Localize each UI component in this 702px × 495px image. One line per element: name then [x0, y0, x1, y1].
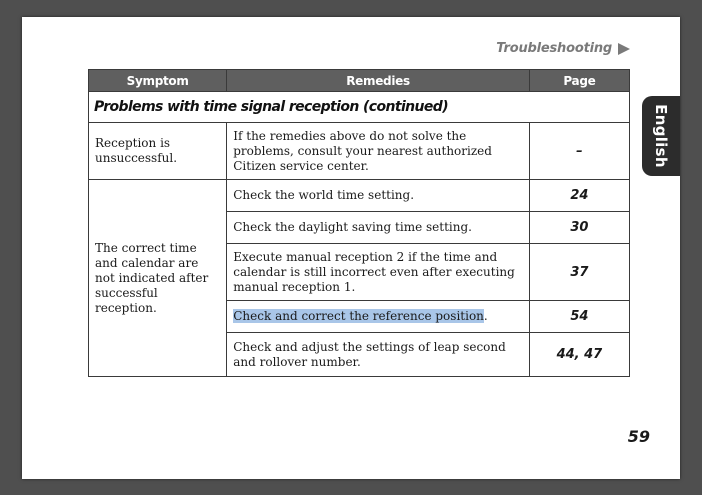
- table-header-row: [89, 70, 630, 92]
- column-header-symptom: Symptom: [89, 70, 227, 92]
- page-ref-cell: 24: [529, 180, 629, 212]
- remedy-cell[interactable]: [227, 301, 530, 333]
- remedy-cell: Check and adjust the settings of leap second and rollover number.: [227, 333, 530, 377]
- page-ref-cell: 44, 47: [529, 333, 629, 377]
- section-header: [496, 41, 630, 56]
- language-tab-label: English: [652, 104, 670, 168]
- symptom-cell: The correct time and calendar are not indicated after successful reception.: [89, 180, 227, 377]
- remedy-cell: Execute manual reception 2 if the time and calendar is still incorrect even after executing manual reception 1.: [227, 244, 530, 301]
- language-tab: [642, 96, 680, 176]
- column-header-page: Page: [529, 70, 629, 92]
- remedy-cell: Check the daylight saving time setting.: [227, 212, 530, 244]
- section-title-cell: Problems with time signal reception (continued): [89, 92, 630, 123]
- triangle-right-icon: [618, 43, 630, 55]
- section-title-row: [89, 92, 630, 123]
- selected-text-highlight[interactable]: Check and correct the reference position: [233, 309, 484, 323]
- manual-page: [22, 17, 680, 479]
- page-ref-cell: 30: [529, 212, 629, 244]
- column-header-remedies: Remedies: [227, 70, 530, 92]
- table-row: [89, 123, 630, 180]
- page-ref-cell: –: [529, 123, 629, 180]
- remedy-text-tail: .: [483, 309, 488, 323]
- symptom-cell: Reception is unsuccessful.: [89, 123, 227, 180]
- remedy-cell: Check the world time setting.: [227, 180, 530, 212]
- troubleshooting-table: [88, 69, 630, 377]
- page-ref-cell: 37: [529, 244, 629, 301]
- page-ref-cell: 54: [529, 301, 629, 333]
- page-number: 59: [627, 427, 650, 446]
- section-title: Troubleshooting: [496, 41, 612, 56]
- table-row: [89, 180, 630, 212]
- remedy-cell: If the remedies above do not solve the problems, consult your nearest authorized Citizen service center.: [227, 123, 530, 180]
